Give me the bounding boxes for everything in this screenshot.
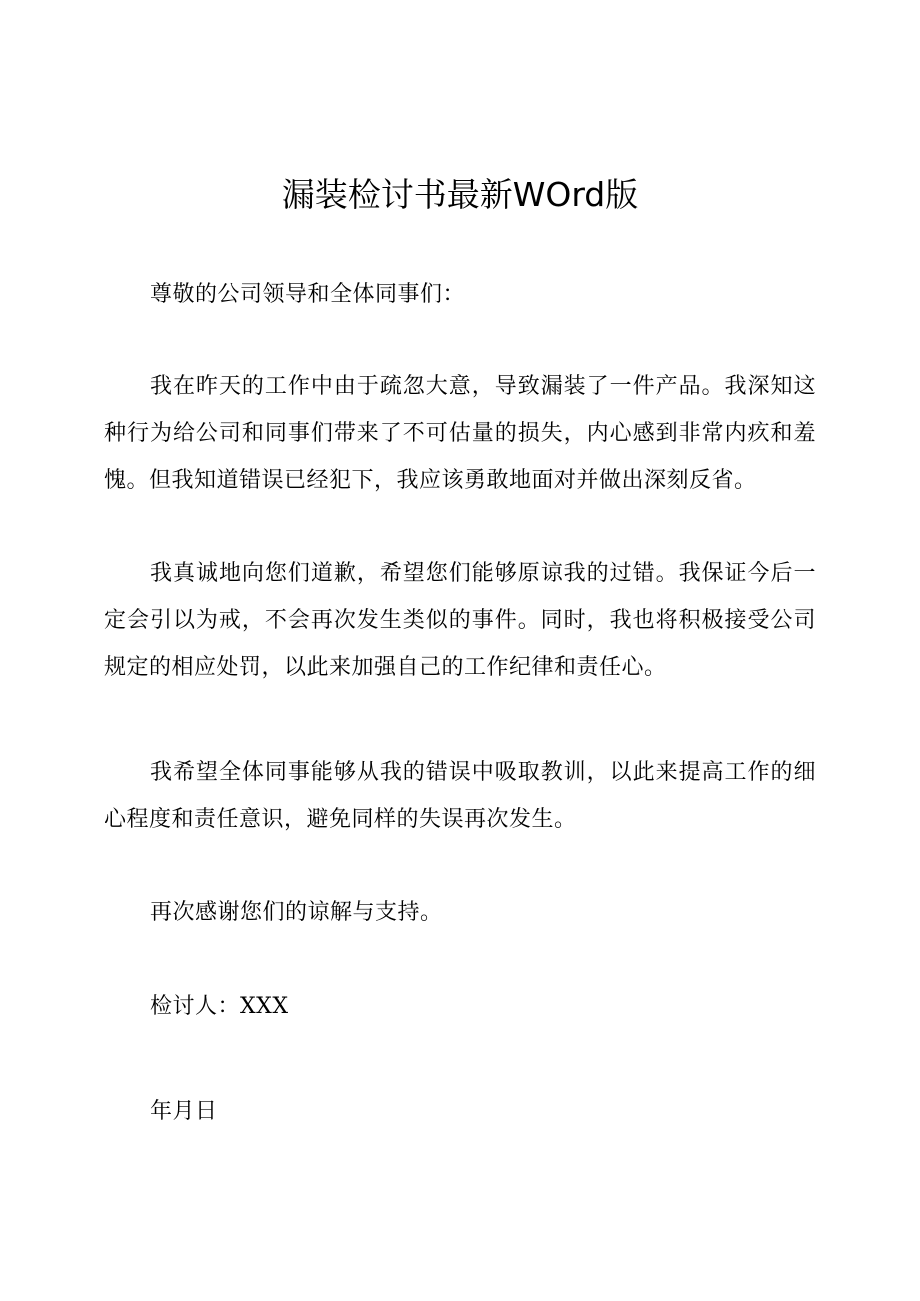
greeting: 尊敬的公司领导和全体同事们： (150, 282, 466, 307)
paragraph-thanks: 再次感谢您们的谅解与支持。 (150, 900, 443, 925)
date-line: 年月日 (150, 1099, 218, 1124)
paragraph-lesson: 我希望全体同事能够从我的错误中吸取教训，以此来提高工作的细心程度和责任意识，避免同样的失误再次发生。 (104, 760, 816, 832)
document-title: 漏装检讨书最新WOrd版 (281, 175, 639, 214)
paragraph-promise: 我真诚地向您们道歉，希望您们能够原谅我的过错。我保证今后一定会引以为戒，不会再次发生类似的事件。同时，我也将积极接受公司规定的相应处罚，以此来加强自己的工作纪律和责任心。 (104, 561, 816, 680)
paragraph-apology-intro: 我在昨天的工作中由于疏忽大意，导致漏装了一件产品。我深知这种行为给公司和同事们带来了不可估量的损失，内心感到非常内疚和羞愧。但我知道错误已经犯下，我应该勇敢地面对并做出深刻反省。 (104, 374, 816, 493)
signature: 检讨人：XXX (150, 994, 289, 1019)
